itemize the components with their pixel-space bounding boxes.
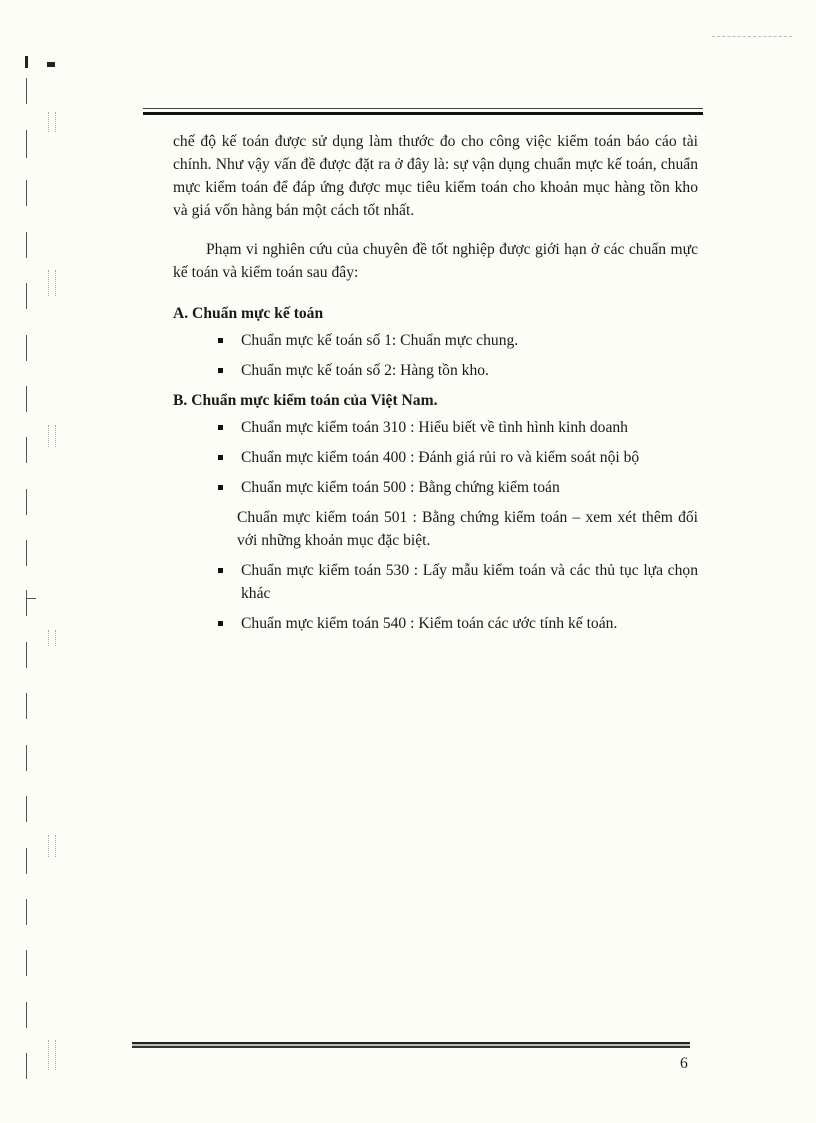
paragraph: chế độ kế toán được sử dụng làm thước đo cho công việc kiểm toán báo cáo tài chính. Như vậy vấn đề được đặt ra ở đây là: sự vận dụng chuẩn mực kế toán, chuẩn mực kiểm toán để đáp ứng được mục tiêu kiểm toán cho khoản mục hàng tồn kho và giá vốn hàng bán một cách tốt nhất. <box>173 133 698 219</box>
scan-margin-line <box>26 130 27 158</box>
list-item-text: Chuẩn mực kế toán số 2: Hàng tồn kho. <box>241 362 489 379</box>
list-item-continuation <box>173 506 698 552</box>
scan-margin-block <box>48 270 56 296</box>
scan-margin-line <box>26 693 27 719</box>
list-item <box>173 559 698 605</box>
square-bullet-icon <box>218 425 223 430</box>
scan-margin-line <box>26 745 27 771</box>
square-bullet-icon <box>218 338 223 343</box>
list-item-text: Chuẩn mực kiểm toán 530 : Lấy mẫu kiểm toán và các thủ tục lựa chọn khác <box>241 562 698 602</box>
scan-corner-marks <box>712 36 792 38</box>
header-rule <box>143 108 703 115</box>
list-item <box>173 476 698 499</box>
scan-margin-line <box>26 283 27 309</box>
scan-margin-line <box>26 848 27 874</box>
section-heading-a: A. Chuẩn mực kế toán <box>173 305 324 322</box>
square-bullet-icon <box>218 368 223 373</box>
square-bullet-icon <box>218 621 223 626</box>
square-bullet-icon <box>218 568 223 573</box>
list-item <box>173 416 698 439</box>
scan-margin-line <box>26 642 27 668</box>
list-item <box>173 446 698 469</box>
scan-margin-line <box>26 386 27 412</box>
list-item-text: Chuẩn mực kiểm toán 400 : Đánh giá rủi ro và kiểm soát nội bộ <box>241 449 640 466</box>
list-item-text: Chuẩn mực kế toán số 1: Chuẩn mực chung. <box>241 332 519 349</box>
scan-margin-block <box>48 630 56 646</box>
scan-margin-block <box>48 112 56 132</box>
scan-margin-block <box>48 1040 56 1070</box>
list-item <box>173 612 698 635</box>
scan-margin-line <box>26 489 27 515</box>
scan-margin-block <box>48 835 56 857</box>
scan-margin-block <box>48 425 56 447</box>
square-bullet-icon <box>218 485 223 490</box>
scan-margin-line <box>26 540 27 566</box>
scan-margin-line <box>26 437 27 463</box>
scan-margin-tick <box>26 598 36 599</box>
footer-rule <box>132 1042 690 1048</box>
list-item-text: Chuẩn mực kiểm toán 540 : Kiểm toán các ước tính kế toán. <box>241 615 618 632</box>
scan-margin-line <box>26 335 27 361</box>
scan-margin-line <box>26 1002 27 1028</box>
square-bullet-icon <box>218 455 223 460</box>
section-heading-b: B. Chuẩn mực kiểm toán của Việt Nam. <box>173 392 438 409</box>
scan-mark <box>47 62 55 67</box>
scan-margin-line <box>26 232 27 258</box>
list-item <box>173 329 698 352</box>
list-item-text: Chuẩn mực kiểm toán 501 : Bằng chứng kiểm toán – xem xét thêm đối với những khoản mục đặc biệt. <box>237 509 698 549</box>
paragraph: Phạm vi nghiên cứu của chuyên đề tốt nghiệp được giới hạn ở các chuẩn mực kế toán và kiểm toán sau đây: <box>173 241 698 281</box>
section-a-list <box>173 329 698 382</box>
scan-margin-line <box>26 1053 27 1079</box>
list-item <box>173 359 698 382</box>
scan-margin-marks <box>0 0 70 1123</box>
list-item-text: Chuẩn mực kiểm toán 310 : Hiểu biết về tình hình kinh doanh <box>241 419 628 436</box>
scan-mark <box>25 56 28 68</box>
scan-margin-line <box>26 590 27 616</box>
scan-margin-line <box>26 796 27 822</box>
page-body <box>173 130 698 642</box>
scan-margin-line <box>26 78 27 104</box>
scan-margin-line <box>26 180 27 206</box>
list-item-text: Chuẩn mực kiểm toán 500 : Bằng chứng kiểm toán <box>241 479 560 496</box>
scan-margin-line <box>26 950 27 976</box>
scan-margin-line <box>26 899 27 925</box>
section-b-list <box>173 416 698 635</box>
page-number: 6 <box>680 1055 688 1072</box>
